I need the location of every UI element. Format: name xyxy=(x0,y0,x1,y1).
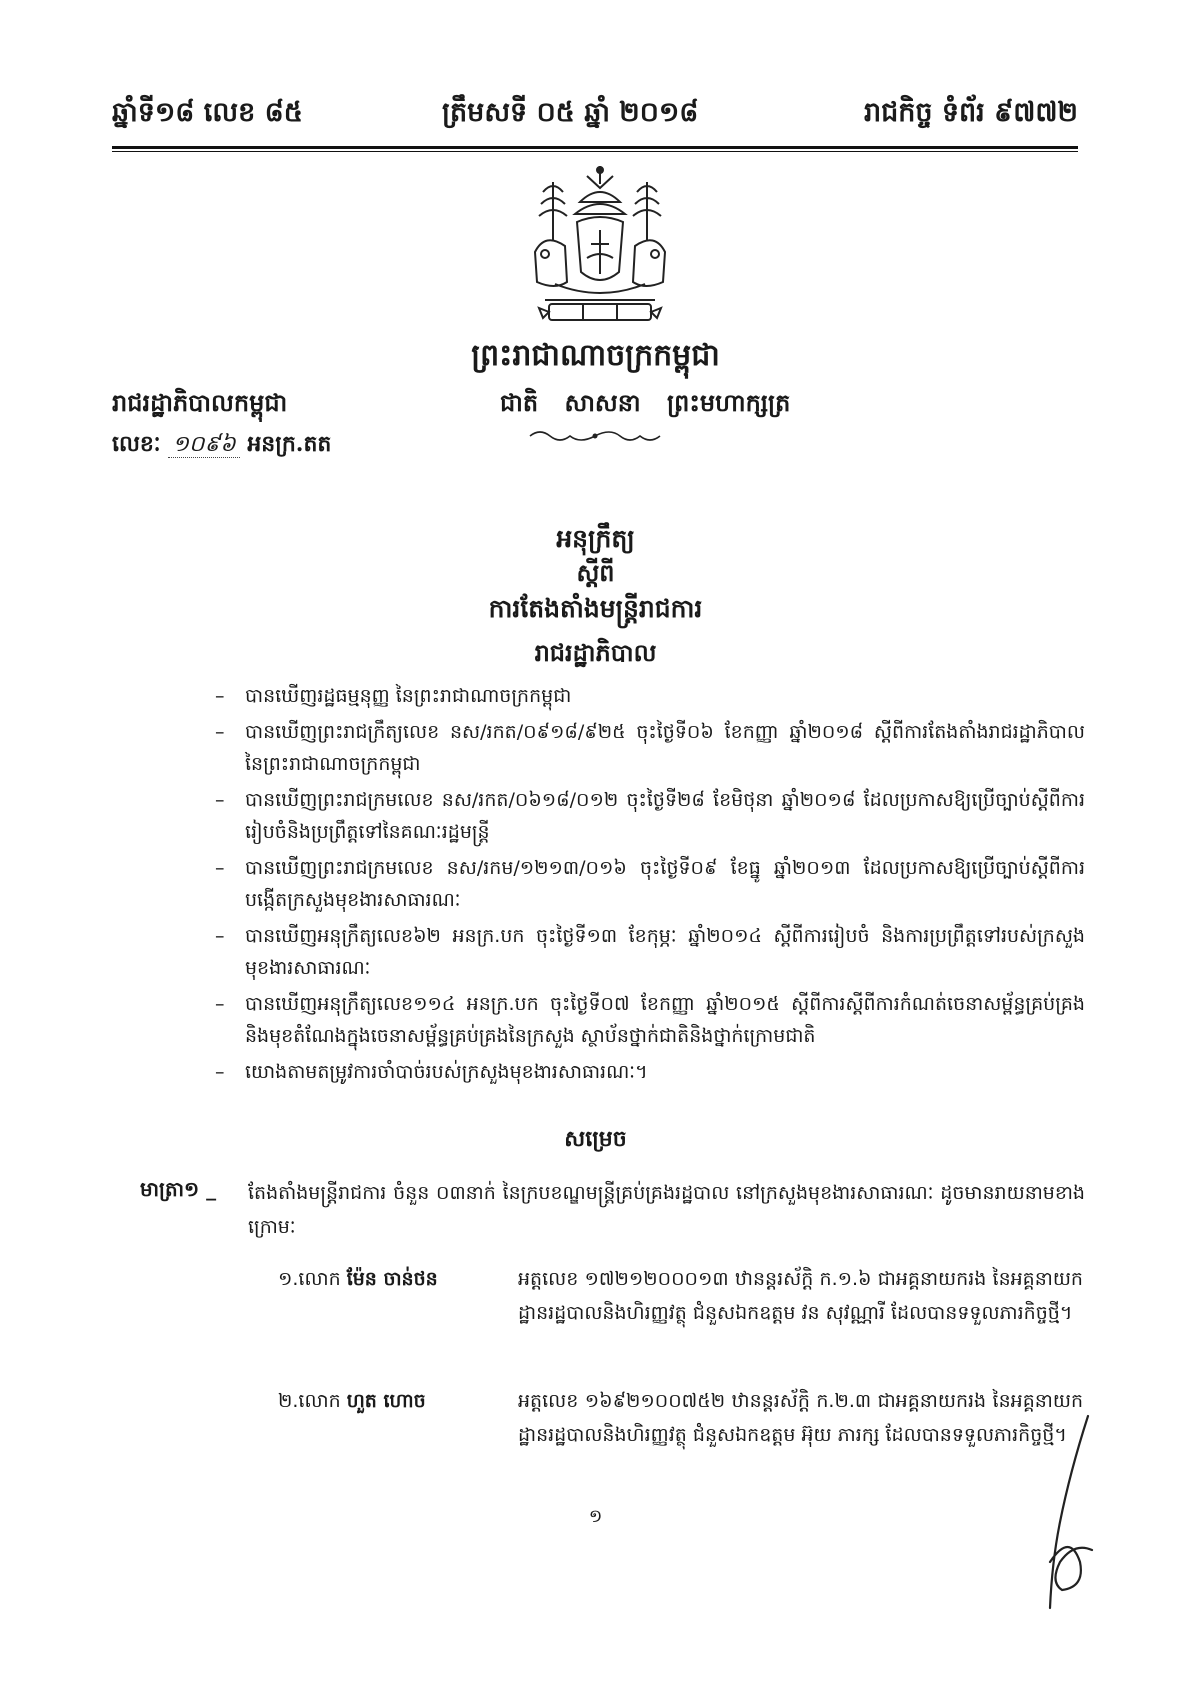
list-item: – បានឃើញព្រះរាជក្រមលេខ នស/រកម/១២១៣/០១៦ ចុះថ្ងៃទី០៩ ខែធ្នូ ឆ្នាំ២០១៣ ដែលប្រកាសឱ្យប្រើច្បាប់ស្តីពីការបង្កើតក្រសួងមុខងារសាធារណៈ xyxy=(215,857,1085,911)
article-text: តែងតាំងមន្ត្រីរាជការ ចំនួន ០៣នាក់ នៃក្របខណ្ឌមន្ត្រីគ្រប់គ្រងរដ្ឋបាល នៅក្រសួងមុខងារសាធារណៈ ដូចមានរាយនាមខាងក្រោមៈ xyxy=(248,1182,1085,1238)
article-1 xyxy=(140,1176,1085,1244)
list-item: – បានឃើញរដ្ឋធម្មនុញ្ញ នៃព្រះរាជាណាចក្រកម្ពុជា xyxy=(215,685,572,707)
reference-number xyxy=(112,430,331,462)
decree-about: ស្ដីពី xyxy=(576,558,615,587)
government-name: រាជរដ្ឋាភិបាលកម្ពុជា xyxy=(112,388,288,417)
appointee-name: ១.លោក ម៉ែន ចាន់ថន xyxy=(278,1268,438,1290)
article-label: មាត្រា១ _ xyxy=(140,1177,217,1201)
handwritten-signature-icon xyxy=(1030,1412,1110,1612)
header-rule xyxy=(112,146,1078,149)
header-rule-thin xyxy=(112,151,1078,152)
reference-suffix: អនក្រ.តត xyxy=(247,431,332,457)
decree-type: អនុក្រឹត្យ xyxy=(556,524,635,553)
decree-subject: ការតែងតាំងមន្ត្រីរាជការ xyxy=(488,594,703,623)
gazette-date: ត្រឹមសទី ០៥ ឆ្នាំ ២០១៨ xyxy=(442,97,699,128)
list-item: – បានឃើញអនុក្រឹត្យលេខ៦២ អនក្រ.បក ចុះថ្ងៃទី១៣ ខែកុម្ភៈ ឆ្នាំ២០១៤ ស្តីពីការរៀបចំ និងការប្រព្រឹត្តទៅរបស់ក្រសួងមុខងារសាធារណៈ xyxy=(215,925,1085,979)
page-number: ១ xyxy=(588,1506,603,1527)
kingdom-title: ព្រះរាជាណាចក្រកម្ពុជា xyxy=(471,338,720,373)
list-item: – បានឃើញអនុក្រឹត្យលេខ១១៤ អនក្រ.បក ចុះថ្ងៃទី០៧ ខែកញ្ញា ឆ្នាំ២០១៥ ស្តីពីការស្តីពីការកំណត់ចេនាសម្ព័ន្ធគ្រប់គ្រង និងមុខតំណែងក្នុងចេនាសម្ព័ន្ធគ្រប់គ្រងនៃក្រសួង ស្ថាប័នថ្នាក់ជាតិនិងថ្នាក់ក្រោមជាតិ xyxy=(215,993,1085,1047)
appointee-name: ២.លោក ហួត ហោច xyxy=(278,1390,426,1412)
appointee-entry xyxy=(278,1384,1083,1452)
reference-handwritten-number: ១០៩៦ xyxy=(168,432,239,458)
considerations-list xyxy=(215,680,1085,1092)
decree-title-block xyxy=(0,522,1191,678)
gazette-page-ref: រាជកិច្ច ទំព័រ ៩៧៧២ xyxy=(863,97,1078,128)
decision-heading: សម្រេច xyxy=(564,1126,627,1152)
appointee-detail: អត្តលេខ ១៦៩២១០០៧៥២ ឋានន្តរស័ក្តិ ក.២.៣ ជាអគ្គនាយករង នៃអគ្គនាយកដ្ឋានរដ្ឋបាលនិងហិរញ្ញវត្ថុ ជំនួសឯកឧត្តម អ៊ុយ ភារក្ស ដែលបានទទួលភារកិច្ចថ្មី។ xyxy=(518,1390,1083,1446)
appointee-detail: អត្តលេខ ១៧២១២០០០១៣ ឋានន្តរស័ក្តិ ក.១.៦ ជាអគ្គនាយករង នៃអគ្គនាយកដ្ឋានរដ្ឋបាលនិងហិរញ្ញវត្ថុ ជំនួសឯកឧត្តម វន សុវណ្ណារី ដែលបានទទួលភារកិច្ចថ្មី។ xyxy=(518,1268,1083,1324)
national-motto: ជាតិ សាសនា ព្រះមហាក្សត្រ xyxy=(500,388,791,417)
decree-issuer: រាជរដ្ឋាភិបាល xyxy=(534,638,657,667)
royal-arms-emblem-icon xyxy=(515,162,685,334)
list-item: – បានឃើញព្រះរាជក្រឹត្យលេខ នស/រកត/០៩១៨/៩២៥ ចុះថ្ងៃទី០៦ ខែកញ្ញា ឆ្នាំ២០១៨ ស្តីពីការតែងតាំងរាជរដ្ឋាភិបាល នៃព្រះរាជាណាចក្រកម្ពុជា xyxy=(215,721,1085,775)
gazette-issue: ឆ្នាំទី១៨ លេខ ៨៥ xyxy=(112,97,303,128)
appointee-entry xyxy=(278,1262,1083,1330)
list-item: – បានឃើញព្រះរាជក្រមលេខ នស/រកត/០៦១៨/០១២ ចុះថ្ងៃទី២៨ ខែមិថុនា ឆ្នាំ២០១៨ ដែលប្រកាសឱ្យប្រើច្បាប់ស្តីពីការរៀបចំនិងប្រព្រឹត្តទៅនៃគណៈរដ្ឋមន្ត្រី xyxy=(215,789,1085,843)
reference-label: លេខៈ xyxy=(112,431,161,457)
gazette-header xyxy=(112,96,1078,138)
decorative-ornament-icon xyxy=(525,428,665,444)
list-item: – យោងតាមតម្រូវការចាំបាច់របស់ក្រសួងមុខងារសាធារណៈ។ xyxy=(215,1061,648,1083)
